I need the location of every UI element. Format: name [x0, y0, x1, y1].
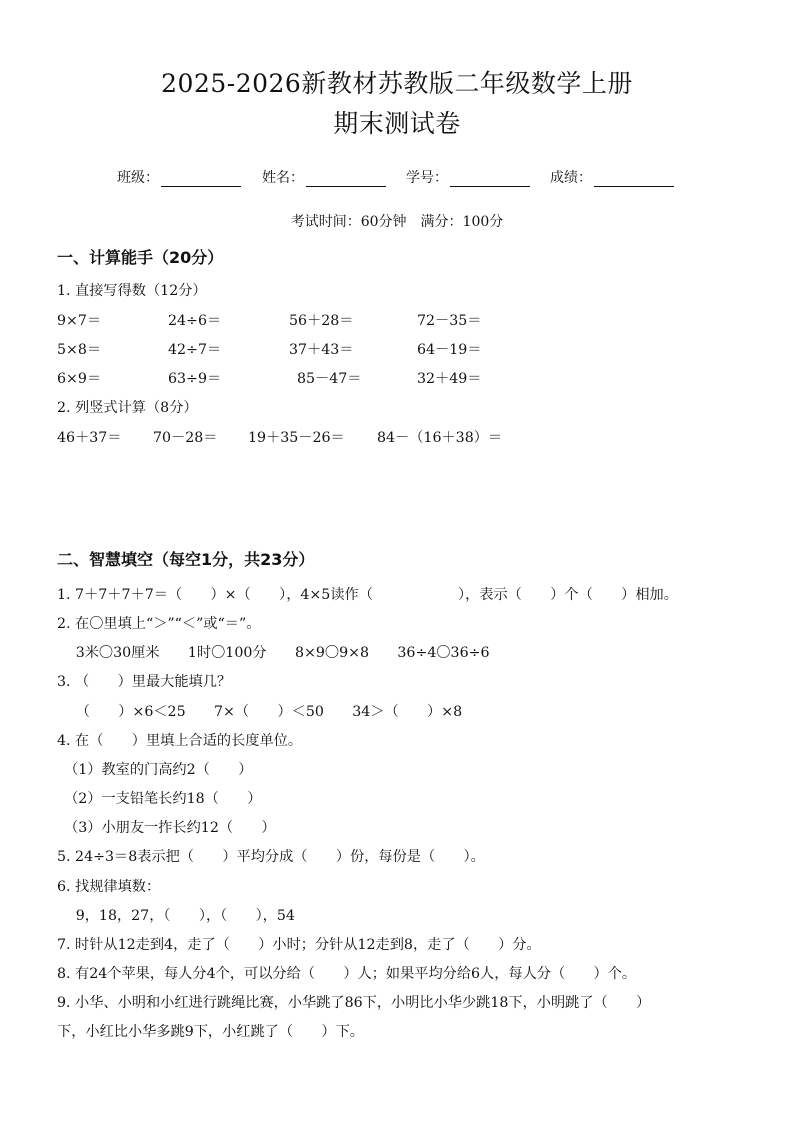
question-line: 1. 7＋7＋7＋7＝（ ）×（ ），4×5读作（ ），表示（ ）个（ ）相加。 [57, 587, 678, 603]
calc-item: 63÷9＝ [168, 371, 222, 387]
calc-item: 24÷6＝ [168, 313, 222, 329]
vertical-calc-item: 70－28＝ [153, 430, 218, 446]
question-line: 2. 在〇里填上“＞”“＜”或“＝”。 [57, 616, 261, 632]
field-score-blank[interactable] [594, 172, 674, 187]
question-line: 3. （ ）里最大能填几？ [57, 674, 232, 690]
question-line: 8. 有24个苹果，每人分4个，可以分给（ ）人；如果平均分给6人，每人分（ ）个。 [57, 966, 637, 982]
calc-item: 9×7＝ [57, 313, 102, 329]
calc-item: 6×9＝ [57, 371, 102, 387]
field-score[interactable] [550, 167, 674, 187]
question-line: 4. 在（ ）里填上合适的长度单位。 [57, 733, 303, 749]
question-line: 7. 时针从12走到4，走了（ ）小时；分针从12走到8，走了（ ）分。 [57, 937, 541, 953]
question-line: 9. 小华、小明和小红进行跳绳比赛，小华跳了86下，小明比小华少跳18下，小明跳了（ ） [57, 995, 651, 1011]
question-line: 9，18，27，（ ），（ ），54 [57, 908, 295, 924]
section1-part2-title: 2. 列竖式计算（8分） [57, 400, 198, 416]
field-name-label: 姓名： [262, 170, 304, 186]
section1-heading: 一、计算能手（20分） [57, 248, 224, 267]
calc-item: 37＋43＝ [289, 342, 354, 358]
field-id-label: 学号： [406, 170, 448, 186]
field-class-blank[interactable] [161, 172, 241, 187]
calc-item: 72－35＝ [417, 313, 482, 329]
section2-heading: 二、智慧填空（每空1分，共23分） [57, 550, 315, 569]
field-id[interactable] [406, 167, 530, 187]
question-line: （3）小朋友一拃长约12（ ） [57, 820, 276, 836]
page-subtitle: 期末测试卷 [333, 109, 461, 138]
question-line: 6. 找规律填数： [57, 879, 161, 895]
field-name[interactable] [262, 167, 386, 187]
vertical-calc-item: 19＋35－26＝ [248, 430, 345, 446]
question-line: （1）教室的门高约2（ ） [57, 762, 253, 778]
question-line: （ ）×6＜25 7×（ ）＜50 34＞（ ）×8 [57, 704, 463, 720]
question-line: 5. 24÷3＝8表示把（ ）平均分成（ ）份，每份是（ ）。 [57, 849, 485, 865]
question-line: 下，小红比小华多跳9下，小红跳了（ ）下。 [57, 1024, 364, 1040]
calc-item: 56＋28＝ [289, 313, 354, 329]
question-line: （2）一支铅笔长约18（ ） [57, 791, 262, 807]
field-class[interactable] [117, 167, 241, 187]
calc-item: 42÷7＝ [168, 342, 222, 358]
field-name-blank[interactable] [306, 172, 386, 187]
section1-part1-title: 1. 直接写得数（12分） [57, 283, 207, 299]
question-line: 3米〇30厘米 1时〇100分 8×9〇9×8 36÷4〇36÷6 [57, 645, 490, 661]
calc-item: 85－47＝ [297, 371, 362, 387]
field-id-blank[interactable] [450, 172, 530, 187]
calc-item: 32＋49＝ [417, 371, 482, 387]
vertical-calc-item: 46＋37＝ [57, 430, 122, 446]
field-class-label: 班级： [117, 170, 159, 186]
calc-item: 64－19＝ [417, 342, 482, 358]
calc-item: 5×8＝ [57, 342, 102, 358]
page-title: 2025-2026新教材苏教版二年级数学上册 [161, 69, 633, 98]
vertical-calc-item: 84－（16＋38）＝ [377, 430, 503, 446]
exam-info: 考试时间：60分钟 满分：100分 [290, 214, 504, 230]
field-score-label: 成绩： [550, 170, 592, 186]
